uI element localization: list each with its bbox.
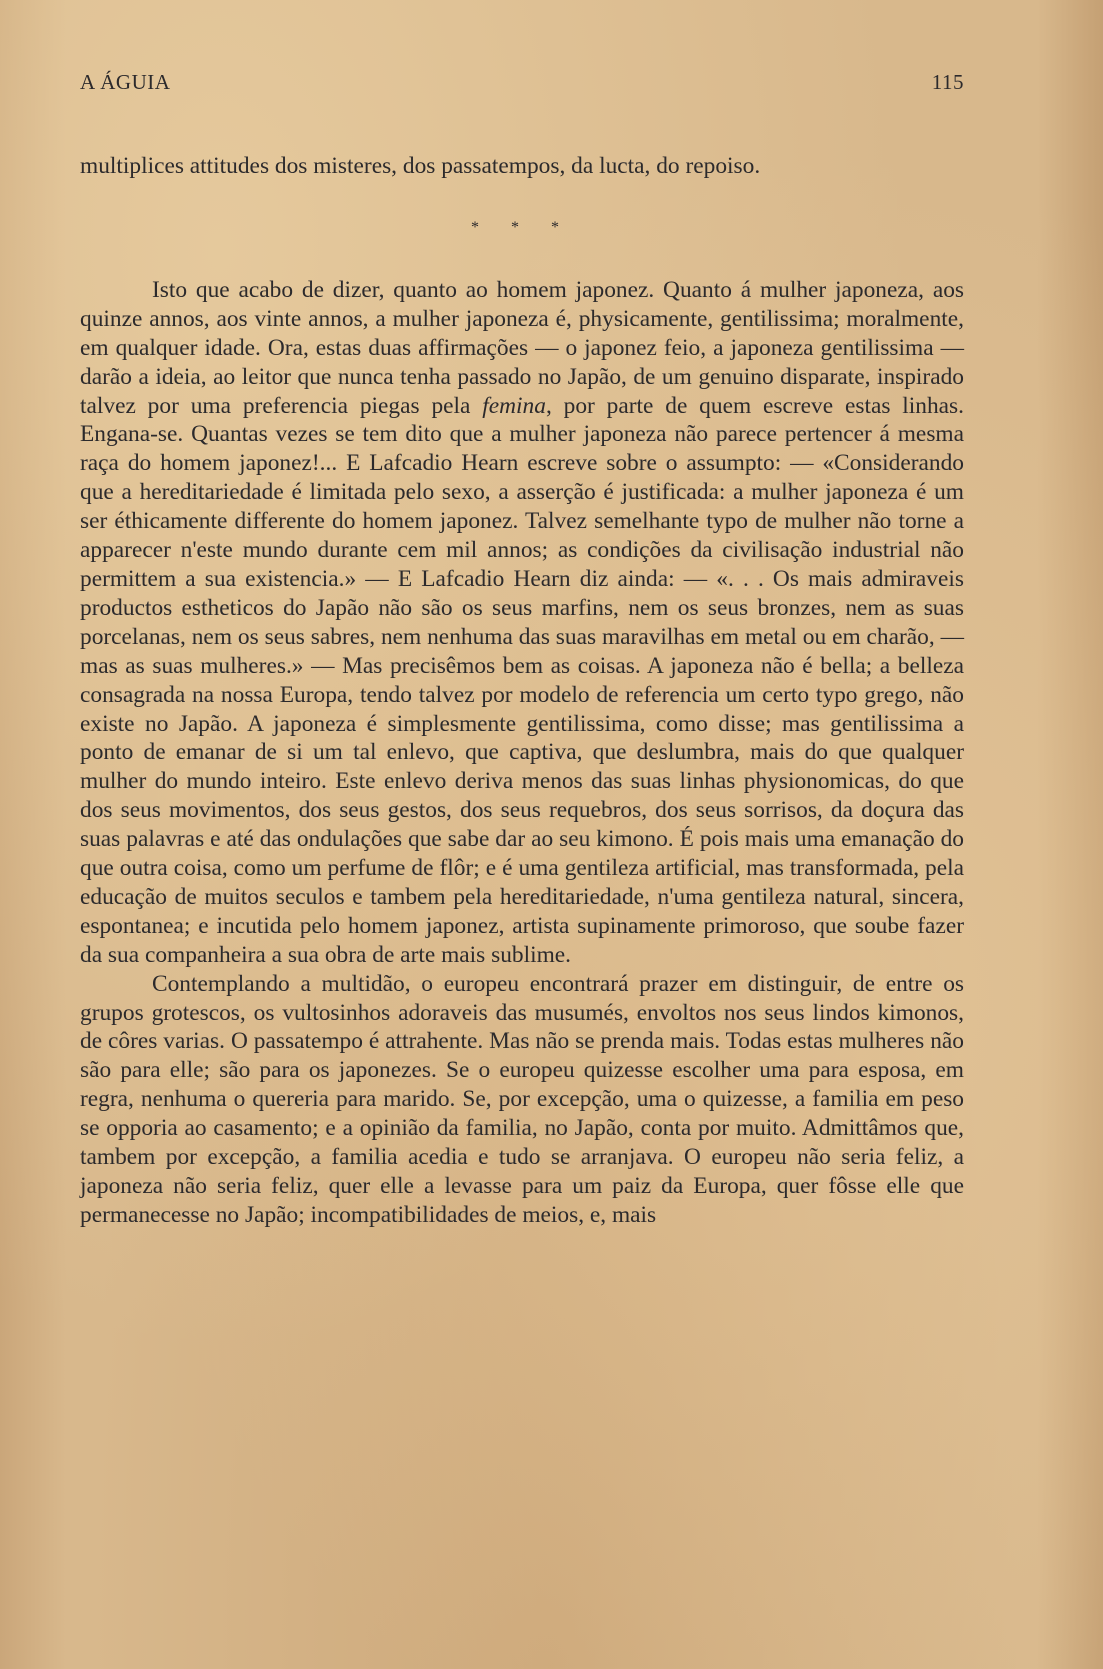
journal-title: A ÁGUIA: [80, 70, 171, 94]
paragraph-2-part-b: , por parte de quem escreve estas linhas. Engana-se. Quantas vezes se tem dito que a mulher japoneza não parece pertencer á mesma raça do homem japonez!... E Lafcadio Hearn escreve sobre o assumpto: — «Considerando que a hereditariedade é limitada pelo sexo, a asserção é justificada: a mulher japoneza é um ser éthicamente differente do homem japonez. Talvez semelhante typo de mulher não torne a apparecer n'este mundo durante cem mil annos; as condições da civilisação industrial não permittem a sua existencia.» — E Lafcadio Hearn diz ainda: — «. . . Os mais admiraveis productos estheticos do Japão não são os seus marfins, nem os seus bronzes, nem as suas porcelanas, nem os seus sabres, nem nenhuma das suas maravilhas em metal ou em charão, — mas as suas mulheres.» — Mas precisêmos bem as coisas. A japoneza não é bella; a belleza consagrada na nossa Europa, tendo talvez por modelo de referencia um certo typo grego, não existe no Japão. A japoneza é simplesmente gentilissima, como disse; mas gentilissima a ponto de emanar de si um tal enlevo, que captiva, que deslumbra, mais do que qualquer mulher do mundo inteiro. Este enlevo deriva menos das suas linhas physionomicas, do que dos seus movimentos, dos seus gestos, dos seus requebros, dos seus sorrisos, da doçura das suas palavras e até das ondulações que sabe dar ao seu kimono. É pois mais uma emanação do que outra coisa, como um perfume de flôr; e é uma gentileza artificial, mas transformada, pela educação de muitos seculos e tambem pela hereditariedade, n'uma gentileza natural, sincera, espontanea; e incutida pelo homem japonez, artista supinamente primoroso, que soube fazer da sua companheira a sua obra de arte mais sublime.: [80, 392, 964, 968]
section-break: [80, 181, 964, 276]
paragraph-2-part-a: Isto que acabo de dizer, quanto ao homem japonez. Quanto á mulher japoneza, aos quinze annos, aos vinte annos, a mulher japoneza é, physicamente, gentilissima; moralmente, em qualquer idade. Ora, estas duas affirmações — o japonez feio, a japoneza gentilissima — darão a ideia, ao leitor que nunca tenha passado no Japão, de um genuino disparate, inspirado talvez por uma preferencia piegas pela: [80, 276, 964, 419]
paragraph-1: multiplices attitudes dos misteres, dos passatempos, da lucta, do repoiso.: [80, 153, 761, 179]
asterism: * * *: [471, 219, 573, 237]
running-head: [80, 70, 964, 100]
italic-word: femina: [482, 392, 546, 419]
paragraph-2: [80, 276, 964, 970]
page-number: 115: [931, 70, 964, 94]
text-block: [80, 152, 964, 1230]
paragraph-3: Contemplando a multidão, o europeu encontrará prazer em distinguir, de entre os grupos grotescos, os vultosinhos adoraveis das musumés, envoltos nos seus lindos kimonos, de côres varias. O passatempo é attrahente. Mas não se prenda mais. Todas estas mulheres não são para elle; são para os japonezes. Se o europeu quizesse escolher uma para esposa, em regra, nenhuma o quereria para marido. Se, por excepção, uma o quizesse, a familia em peso se opporia ao casamento; e a opinião da familia, no Japão, conta por muito. Admittâmos que, tambem por excepção, a familia acedia e tudo se arranjava. O europeu não seria feliz, a japoneza não seria feliz, quer elle a levasse para um paiz da Europa, quer fôsse elle que permanecesse no Japão; incompatibilidades de meios, e, mais: [80, 970, 964, 1228]
